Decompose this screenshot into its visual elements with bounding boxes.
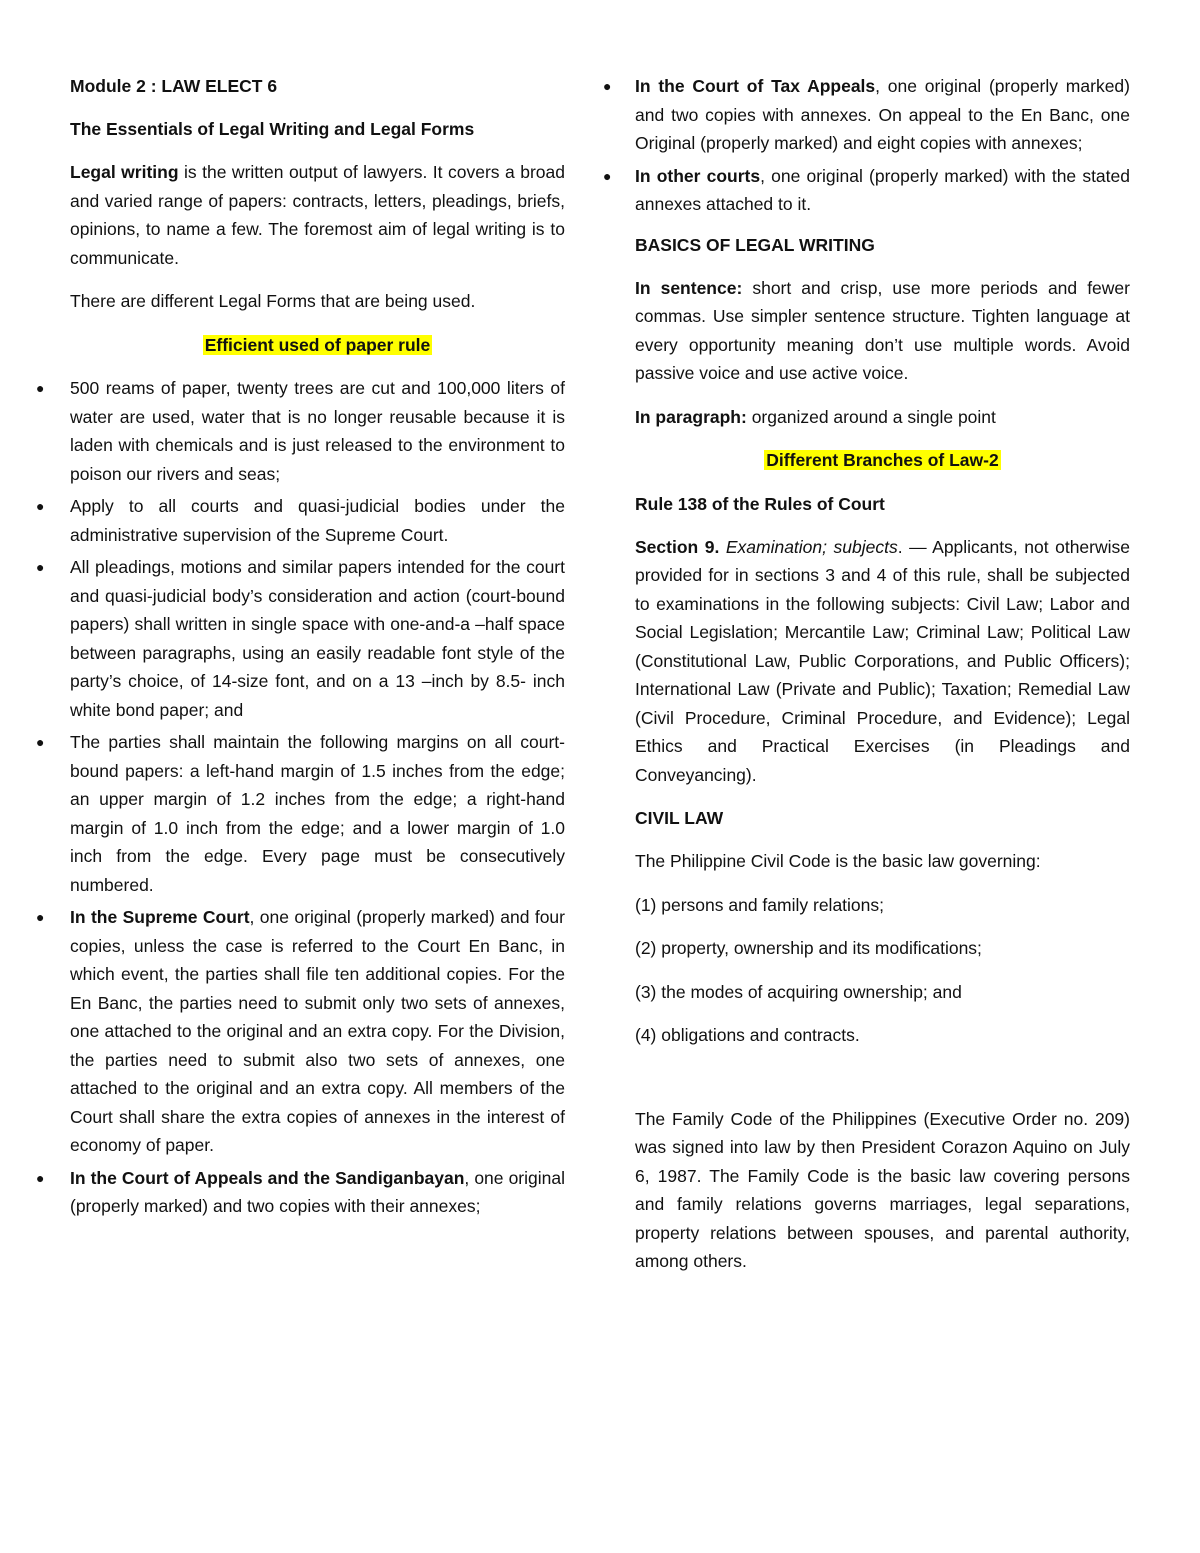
section-label: Section 9.	[635, 536, 720, 557]
bullet-text: The parties shall maintain the following margins on all court-bound papers: a left-hand margin of 1.5 inches from the edge; an upper margin of 1.2 inches from the edge; a right-hand margin of 1.0 inch from the edge; and a lower margin of 1.0 inch from the edge. Every page must be consecutively numbered.	[70, 732, 565, 895]
rule138-heading: Rule 138 of the Rules of Court	[635, 493, 885, 514]
left-column	[36, 72, 565, 1233]
rule-heading-wrap	[70, 331, 565, 360]
bullet-bold: In other courts	[635, 165, 761, 186]
rule-bullet-list	[36, 374, 565, 1221]
list-item	[0, 728, 565, 899]
branches-heading: Different Branches of Law-2	[766, 450, 999, 470]
civil-item: (2) property, ownership and its modifications;	[635, 938, 982, 958]
section-text: . — Applicants, not otherwise provided for in sections 3 and 4 of this rule, shall be subjected to examinations in the following subjects: Civil Law; Labor and Social Legislation; Mercantile Law; Criminal Law; Political Law (Constitutional Law, Public Corporations, and Public Officers); International Law (Private and Public); Taxation; Remedial Law (Civil Procedure, Criminal Procedure, and Evidence); Legal Ethics and Practical Exercises (in Pleadings and Conveyancing).	[635, 536, 1130, 785]
list-item	[0, 903, 565, 1160]
bullet-text: , one original (properly marked) with the stated annexes attached to it.	[635, 165, 1130, 214]
paragraph-rule	[635, 403, 1130, 432]
bullet-icon: ●	[36, 734, 45, 750]
basics-heading: BASICS OF LEGAL WRITING	[635, 234, 875, 255]
intro-text: is the written output of lawyers. It covers a broad and varied range of papers: contracts, letters, pleadings, briefs, opinions, to name a few. The foremost aim of legal writing is to communicate.	[70, 162, 565, 268]
bullet-text: , one original (properly marked) and two copies with annexes. On appeal to the En Banc, one Original (properly marked) and eight copies with annexes;	[635, 76, 1130, 153]
sentence-text: short and crisp, use more periods and fewer commas. Use simpler sentence structure. Tighten language at every opportunity meaning don’t use multiple words. Avoid passive voice and use active voice.	[635, 277, 1130, 383]
paragraph-text: organized around a single point	[746, 406, 996, 427]
bullet-text: 500 reams of paper, twenty trees are cut and 100,000 liters of water are used, water that is no longer reusable because it is laden with chemicals and is just released to the environment to poison our rivers and seas;	[70, 378, 565, 484]
intro-term: Legal writing	[70, 162, 179, 182]
courts-bullet-list	[603, 72, 1130, 219]
bullet-bold: In the Supreme Court	[70, 907, 250, 927]
list-item	[0, 1164, 565, 1221]
branches-heading-wrap	[635, 446, 1130, 475]
sentence-term: In sentence:	[635, 277, 743, 298]
section-paragraph	[635, 533, 1130, 790]
list-item	[565, 162, 1130, 219]
bullet-icon: ●	[603, 78, 612, 94]
bullet-bold: In the Court of Tax Appeals	[635, 76, 876, 96]
list-item	[0, 492, 565, 549]
bullet-icon: ●	[36, 380, 45, 396]
bullet-icon: ●	[36, 1169, 45, 1186]
list-item	[565, 72, 1130, 158]
bullet-icon: ●	[603, 167, 612, 184]
civil-intro: The Philippine Civil Code is the basic law governing:	[635, 851, 1041, 871]
civil-item: (3) the modes of acquiring ownership; and	[635, 981, 962, 1002]
list-item	[0, 374, 565, 488]
bullet-bold: In the Court of Appeals and the Sandiganbayan	[70, 1167, 465, 1188]
list-item	[0, 553, 565, 724]
civil-item: (1) persons and family relations;	[635, 894, 884, 915]
intro-paragraph	[70, 158, 565, 272]
document-title: The Essentials of Legal Writing and Legal Forms	[70, 119, 475, 139]
bullet-text: All pleadings, motions and similar papers intended for the court and quasi-judicial body’s consideration and action (court-bound papers) shall written in single space with one-and-a –half space between paragraphs, using an easily readable font style of the party’s choice, of 14-size font, and on a 13 –inch by 8.5- inch white bond paper; and	[70, 557, 565, 720]
civil-item: (4) obligations and contracts.	[635, 1025, 860, 1045]
module-title: Module 2 : LAW ELECT 6	[70, 76, 278, 96]
bullet-icon: ●	[36, 498, 45, 514]
spacer	[635, 1065, 1130, 1105]
bullet-icon: ●	[36, 559, 45, 575]
bullet-text: Apply to all courts and quasi-judicial bodies under the administrative supervision of the Supreme Court.	[70, 496, 565, 545]
rule-heading: Efficient used of paper rule	[204, 334, 431, 355]
family-code-paragraph: The Family Code of the Philippines (Executive Order no. 209) was signed into law by then President Corazon Aquino on July 6, 1987. The Family Code is the basic law covering persons and family relations governs marriages, legal separations, property relations between spouses, and parental authority, among others.	[635, 1108, 1130, 1271]
section-italic: Examination; subjects	[719, 536, 898, 557]
bullet-icon: ●	[36, 909, 45, 925]
sentence-paragraph	[635, 274, 1130, 388]
paragraph-term: In paragraph:	[635, 406, 747, 427]
right-column	[603, 72, 1130, 1291]
bullet-text: , one original (properly marked) and two copies with their annexes;	[70, 1167, 565, 1216]
forms-line: There are different Legal Forms that are being used.	[70, 291, 476, 311]
bullet-text: , one original (properly marked) and four copies, unless the case is referred to the Court En Banc, in which event, the parties shall file ten additional copies. For the En Banc, the parties need to submit only two sets of annexes, one attached to the original and an extra copy. For the Division, the parties need to submit also two sets of annexes, one attached to the original and an extra copy. All members of the Court shall share the extra copies of annexes in the interest of economy of paper.	[70, 907, 565, 1155]
civil-law-heading: CIVIL LAW	[635, 808, 724, 828]
